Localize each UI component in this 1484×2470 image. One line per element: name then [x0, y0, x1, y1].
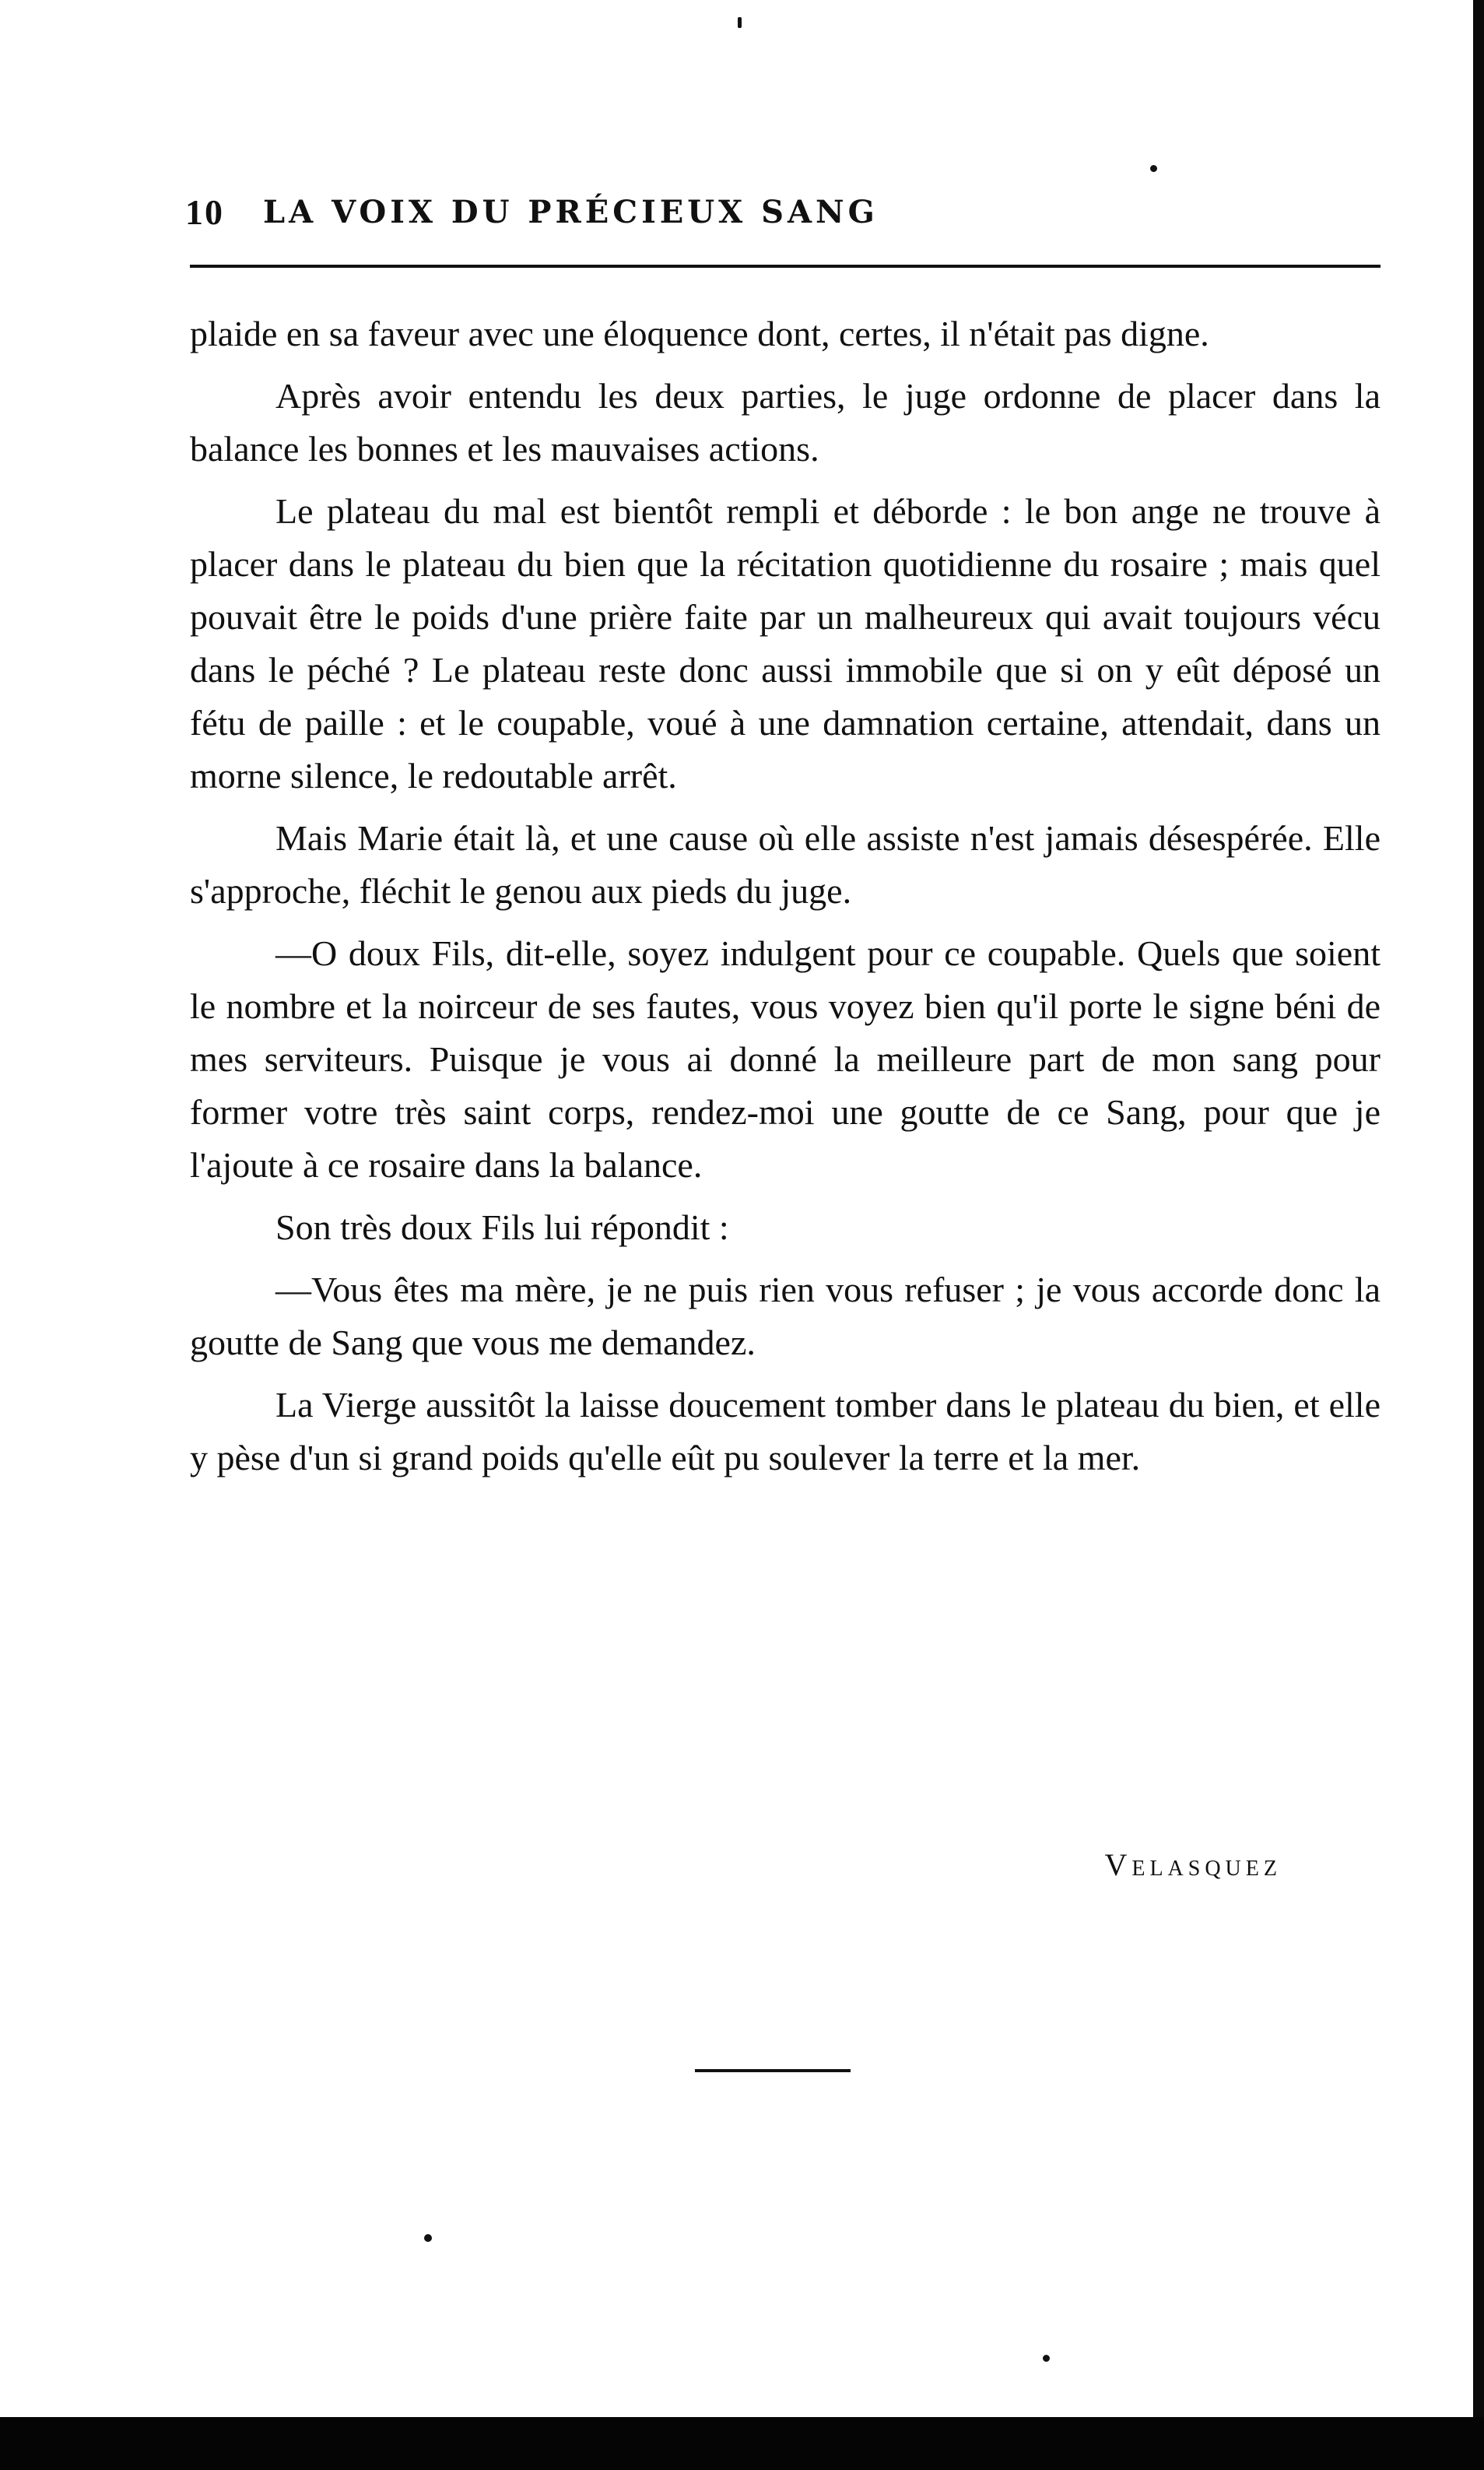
paragraph-1: plaide en sa faveur avec une éloquence dont, certes, il n'était pas digne. — [190, 314, 1209, 353]
scan-border — [0, 2417, 1484, 2470]
ink-speck — [1150, 165, 1157, 172]
body-text — [190, 307, 1381, 1494]
end-rule — [695, 2069, 851, 2072]
ink-speck — [424, 2234, 432, 2242]
header-rule — [190, 265, 1381, 268]
running-title: LA VOIX DU PRÉCIEUX SANG — [263, 193, 879, 230]
ink-speck — [738, 17, 742, 28]
paragraph-6: Son très doux Fils lui répondit : — [275, 1207, 729, 1247]
page-header — [185, 181, 1368, 243]
paragraph-4: Mais Marie était là, et une cause où elle assiste n'est jamais désespérée. Elle s'approche, fléchit le genou aux pieds du juge. — [190, 818, 1381, 911]
paragraph-8: La Vierge aussitôt la laisse doucement tomber dans le plateau du bien, et elle y pèse d'un si grand poids qu'elle eût pu soulever la terre et la mer. — [190, 1385, 1381, 1477]
paragraph-5: —O doux Fils, dit-elle, soyez indulgent pour ce coupable. Quels que soient le nombre et la noirceur de ses fautes, vous voyez bien qu'il porte le signe béni de mes serviteurs. Puisque je vous ai donné la meilleure part de mon sang pour former votre très saint corps, rendez-moi une goutte de ce Sang, pour que je l'ajoute à ce rosaire dans la balance. — [190, 933, 1381, 1185]
page-edge-shadow — [1473, 0, 1484, 2417]
paragraph-2: Après avoir entendu les deux parties, le juge ordonne de placer dans la balance les bonnes et les mauvaises actions. — [190, 376, 1381, 469]
paragraph-3: Le plateau du mal est bientôt rempli et déborde : le bon ange ne trouve à placer dans le plateau du bien que la récitation quotidienne du rosaire ; mais quel pouvait être le poids d'une prière faite par un malheureux qui avait toujours vécu dans le péché ? Le plateau reste donc aussi immobile que si on y eût déposé un fétu de paille : et le coupable, voué à une damnation certaine, attendait, dans un morne silence, le redoutable arrêt. — [190, 491, 1381, 796]
paragraph-7: —Vous êtes ma mère, je ne puis rien vous refuser ; je vous accorde donc la goutte de Sang que vous me demandez. — [190, 1270, 1381, 1362]
author-signature: Velasquez — [1104, 1847, 1282, 1882]
ink-speck — [1043, 2355, 1050, 2362]
page-number: 10 — [185, 191, 224, 232]
